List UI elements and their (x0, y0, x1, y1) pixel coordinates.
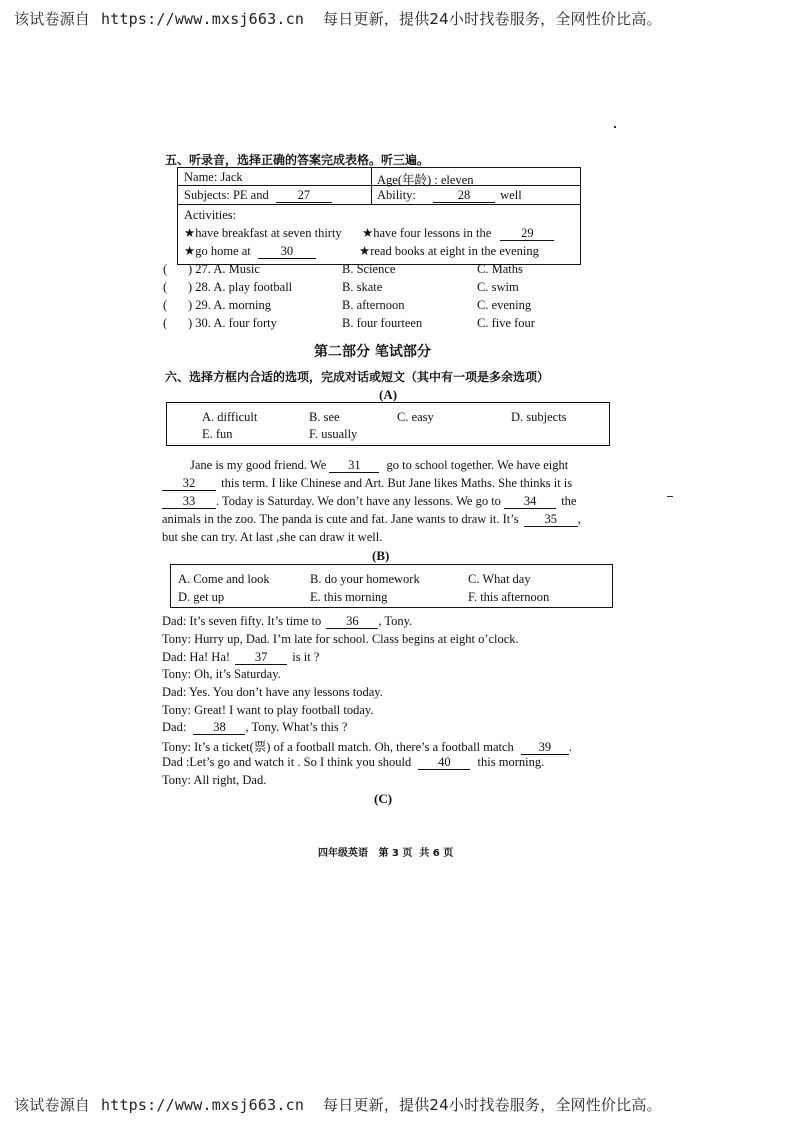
passage-a-line-5: but she can try. At last ,she can draw it well. (162, 530, 383, 544)
part2-title: 第二部分 笔试部分 (314, 344, 431, 360)
dialogue-line-7 (162, 720, 347, 735)
dialogue-text: Dad: It’s seven fifty. It’s time to (162, 614, 322, 628)
passage-a-line-3 (162, 494, 576, 509)
scan-speck (667, 496, 673, 497)
dialogue-text: Tony: It’s a ticket(票) of a football match. Oh, there’s a football match (162, 740, 514, 754)
dialogue-line-4: Tony: Oh, it’s Saturday. (162, 667, 281, 681)
dialogue-text: Dad: (162, 720, 187, 734)
table-age: Age(年龄) : eleven (377, 173, 474, 187)
passage-c-label: (C) (374, 791, 393, 806)
dialogue-line-10: Tony: All right, Dad. (162, 773, 267, 787)
activity-4: ★read books at eight in the evening (359, 244, 539, 258)
activity-3 (184, 243, 316, 259)
blank-27[interactable]: 27 (276, 188, 332, 203)
blank-35[interactable]: 35 (524, 512, 578, 527)
passage-a-line-1 (190, 458, 568, 473)
table-rule (177, 204, 580, 205)
subjects-label: Subjects: PE and (184, 188, 269, 202)
dialogue-line-2: Tony: Hurry up, Dad. I’m late for school. Class begins at eight o’clock. (162, 632, 519, 646)
dialogue-text: , Tony. (378, 614, 413, 628)
passage-a-line-2 (162, 476, 572, 491)
question-option-a: ) 29. A. morning (188, 298, 271, 312)
answer-paren[interactable]: ( (163, 298, 168, 312)
activity-3-label: ★go home at (184, 244, 251, 258)
passage-b-label: (B) (372, 548, 390, 563)
passage-text: go to school together. We have eight (386, 458, 569, 472)
table-divider (371, 167, 372, 204)
blank-38[interactable]: 38 (193, 720, 245, 735)
question-option-c: C. five four (477, 316, 535, 330)
blank-32[interactable]: 32 (162, 476, 216, 491)
answer-paren[interactable]: ( (163, 316, 168, 330)
ability-label: Ability: (377, 188, 416, 202)
dialogue-text: Dad: Ha! Ha! (162, 650, 231, 664)
question-option-a: ) 28. A. play football (188, 280, 293, 294)
passage-text: animals in the zoo. The panda is cute and fat. Jane wants to draw it. It’s (162, 512, 519, 526)
blank-39[interactable]: 39 (521, 740, 569, 755)
blank-36[interactable]: 36 (326, 614, 378, 629)
top-source-banner (14, 8, 662, 29)
question-option-c: C. swim (477, 280, 519, 294)
section6-title: 六、选择方框内合适的选项，完成对话或短文（其中有一项是多余选项） (165, 370, 550, 384)
dialogue-line-8 (162, 737, 572, 755)
page-footer: 四年级英语 第 3 页 共 6 页 (318, 848, 454, 859)
phrase-option: A. Come and look (178, 572, 270, 586)
activity-1: ★have breakfast at seven thirty (184, 226, 342, 240)
dialogue-line-9 (162, 755, 544, 770)
dialogue-text: , Tony. What’s this ? (245, 720, 348, 734)
blank-29[interactable]: 29 (500, 226, 554, 241)
dialogue-text: this morning. (477, 755, 545, 769)
activity-2-label: ★have four lessons in the (362, 226, 492, 240)
word-option: C. easy (397, 410, 434, 424)
dialogue-text: is it ? (292, 650, 320, 664)
blank-34[interactable]: 34 (504, 494, 556, 509)
question-option-b: B. skate (342, 280, 383, 294)
word-option: D. subjects (511, 410, 567, 424)
blank-40[interactable]: 40 (418, 755, 470, 770)
table-subjects (184, 188, 332, 203)
section5-title: 五、听录音，选择正确的答案完成表格。听三遍。 (165, 153, 430, 167)
blank-28[interactable]: 28 (433, 188, 495, 203)
dialogue-line-6: Tony: Great! I want to play football today. (162, 703, 374, 717)
dialogue-text: Dad :Let’s go and watch it . So I think you should (162, 755, 412, 769)
question-option-b: B. four fourteen (342, 316, 423, 330)
banner-url[interactable]: https://www.mxsj663.cn (100, 1096, 305, 1114)
activity-2 (362, 225, 554, 241)
phrase-option: E. this morning (310, 590, 388, 604)
phrase-option: F. this afternoon (468, 590, 550, 604)
passage-text: Jane is my good friend. We (190, 458, 327, 472)
banner-url[interactable]: https://www.mxsj663.cn (100, 10, 305, 28)
passage-text: this term. I like Chinese and Art. But Jane likes Maths. She thinks it is (221, 476, 573, 490)
passage-text: , (577, 512, 581, 526)
question-option-c: C. evening (477, 298, 532, 312)
dialogue-text: . (568, 740, 573, 754)
table-name: Name: Jack (184, 170, 243, 184)
blank-31[interactable]: 31 (329, 458, 379, 473)
question-option-a: ) 27. A. Music (188, 262, 260, 276)
dialogue-line-1 (162, 614, 412, 629)
passage-text: the (561, 494, 577, 508)
phrase-option: D. get up (178, 590, 225, 604)
question-option-c: C. Maths (477, 262, 523, 276)
banner-prefix: 该试卷源自 (14, 10, 91, 28)
word-option: F. usually (309, 427, 358, 441)
passage-a-line-4 (162, 512, 581, 527)
blank-37[interactable]: 37 (235, 650, 287, 665)
question-option-a: ) 30. A. four forty (188, 316, 277, 330)
word-option: E. fun (202, 427, 233, 441)
activities-label: Activities: (184, 208, 237, 222)
word-option: A. difficult (202, 410, 258, 424)
scan-speck (614, 126, 616, 128)
ability-after: well (500, 188, 522, 202)
question-option-b: B. afternoon (342, 298, 405, 312)
phrase-option: B. do your homework (310, 572, 420, 586)
bottom-source-banner (14, 1094, 662, 1115)
question-option-b: B. Science (342, 262, 396, 276)
banner-suffix: 每日更新，提供24小时找卷服务，全网性价比高。 (323, 10, 662, 28)
table-ability (377, 188, 522, 203)
dialogue-line-3 (162, 650, 319, 665)
answer-paren[interactable]: ( (163, 280, 168, 294)
dialogue-line-5: Dad: Yes. You don’t have any lessons today. (162, 685, 383, 699)
blank-33[interactable]: 33 (162, 494, 216, 509)
answer-paren[interactable]: ( (163, 262, 168, 276)
banner-suffix: 每日更新，提供24小时找卷服务，全网性价比高。 (323, 1096, 662, 1114)
blank-30[interactable]: 30 (258, 244, 316, 259)
banner-prefix: 该试卷源自 (14, 1096, 91, 1114)
phrase-option: C. What day (468, 572, 531, 586)
passage-text: . Today is Saturday. We don’t have any lessons. We go to (216, 494, 501, 508)
passage-a-label: (A) (379, 387, 398, 402)
word-option: B. see (309, 410, 340, 424)
